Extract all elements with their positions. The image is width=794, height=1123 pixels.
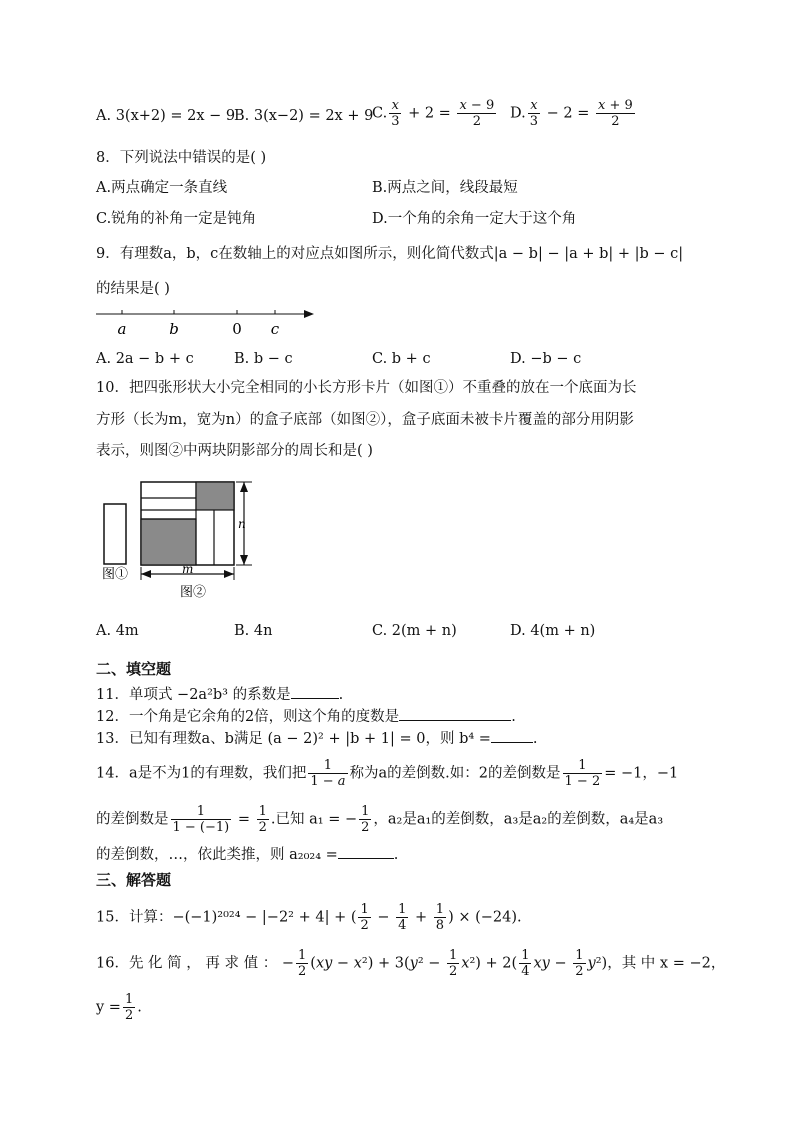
q10-line-3: 表示，则图②中两块阴影部分的周长和是( ) [96,443,373,459]
shade-top-right [196,482,234,510]
q10-line-2: 方形（长为m，宽为n）的盒子底部（如图②），盒子底面未被卡片覆盖的部分用阴影 [96,412,634,428]
q10-figure [96,474,266,604]
q13: 13．已知有理数a、b满足 (a − 2)² + |b + 1| = 0，则 b⁴ = . [96,728,538,749]
q16-line-1: 16．先 化 简 ， 再 求 值 ： − $\frac{1}{2}$ (xy − x²) + 3(y² − $\frac{1}{2}$ x²) + 2( $\frac{1}{4}$ xy − $\frac{1}{2}$ y²)，其 中 x = −2， [96,948,726,979]
q15: 15．计算：−(−1)²⁰²⁴ − |−2² + 4| + ( $\frac{1}{2}$ − $\frac{1}{4}$ + $\frac{1}{8}$ ) × (−24). [96,902,522,933]
q10-option-b: B. 4n [234,623,273,639]
q9-stem-2: 的结果是( ) [96,281,170,297]
q8-option-c: C.锐角的补角一定是钝角 [96,211,257,227]
fig2-label: 图② [180,584,207,599]
q10-option-a: A. 4m [96,623,139,639]
axis-label-b: b [169,320,179,338]
shade-bottom-left [141,519,196,565]
q7-option-c: C. $\frac{x}{3}$ + 2 = $\frac{x - 9}{2}$ [372,98,495,129]
q10-option-d: D. 4(m + n) [510,623,596,639]
q11: 11．单项式 −2a²b³ 的系数是 . [96,684,343,705]
axis-label-zero: 0 [232,320,242,338]
section-2-title: 二、填空题 [96,660,172,678]
n-label: n [238,517,246,531]
fig1-label: 图① [102,566,129,581]
q8-option-b: B.两点之间，线段最短 [372,180,518,196]
q12: 12．一个角是它余角的2倍，则这个角的度数是 . [96,706,516,727]
q7-option-b: B. 3(x−2) = 2x + 9 [234,108,374,124]
q14-line-1: 14．a是不为1的有理数，我们把 $\frac{1}{1 - a}$ 称为a的差倒数.如：2的差倒数是 $\frac{1}{1 - 2}$ = −1，−1 [96,758,679,789]
q10-option-c: C. 2(m + n) [372,623,457,639]
q8-option-d: D.一个角的余角一定大于这个角 [372,211,577,227]
q14-line-3: 的差倒数，…，依此类推，则 a₂₀₂₄ = . [96,844,398,865]
q9-option-d: D. −b − c [510,351,582,367]
axis-label-c: c [270,320,280,338]
q7-option-d: D. $\frac{x}{3}$ − 2 = $\frac{x + 9}{2}$ [510,98,633,129]
q16-line-2: y = $\frac{1}{2}$ . [96,992,142,1023]
m-label: m [182,562,194,576]
q14-line-2: 的差倒数是 $\frac{1}{1 - (-1)}$ = $\frac{1}{2}$ .已知 a₁ = − $\frac{1}{2}$ ，a₂是a₁的差倒数，a₃是a₂的差倒数，a₄是a₃ [96,804,664,835]
q9-option-b: B. b − c [234,351,293,367]
q9-option-c: C. b + c [372,351,431,367]
q9-stem: 9．有理数a，b，c在数轴上的对应点如图所示，则化简代数式|a − b| − |a + b| + |b − c| [96,246,684,262]
q10-line-1: 10．把四张形状大小完全相同的小长方形卡片（如图①）不重叠的放在一个底面为长 [96,380,637,396]
q7-option-a: A. 3(x+2) = 2x − 9 [96,108,236,124]
number-line [92,300,322,340]
q8-option-a: A.两点确定一条直线 [96,180,228,196]
q8-stem: 8．下列说法中错误的是( ) [96,150,267,166]
q9-option-a: A. 2a − b + c [96,351,194,367]
axis-label-a: a [117,320,127,338]
section-3-title: 三、解答题 [96,871,172,889]
